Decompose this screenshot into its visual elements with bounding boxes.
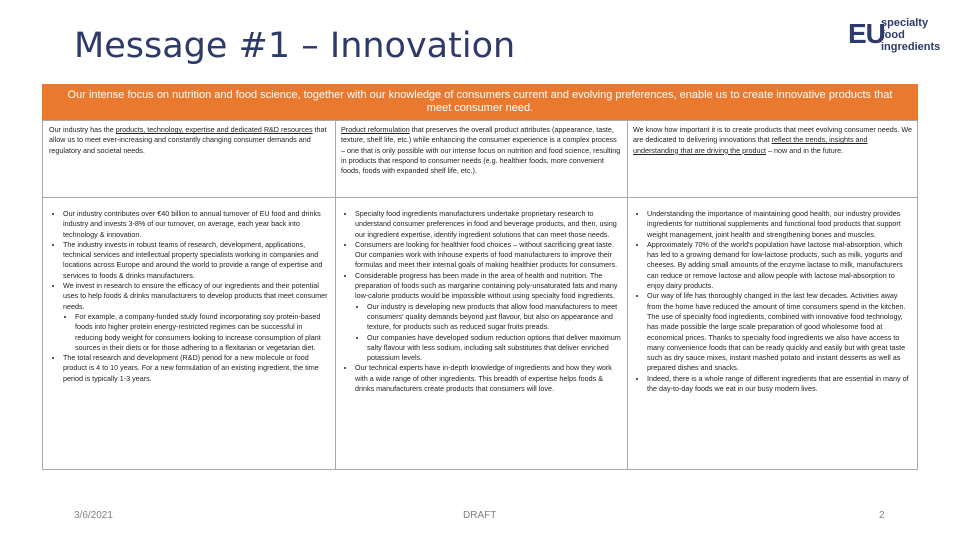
bullets-cell-1 bbox=[43, 205, 335, 471]
intro-cell-3: We know how important it is to create products that meet evolving consumer needs. We are dedicated to delivering innovations that reflect the trends, insights and understanding that are driving the product – now and in the future. bbox=[633, 125, 912, 155]
key-message-banner: Our intense focus on nutrition and food science, together with our knowledge of consumers current and evolving preferences, enable us to create innovative products that meet consumer need. bbox=[42, 84, 918, 120]
list-item: • The industry invests in robust teams of research, development, applications, technical services and intellectual property specialists working in companies and locations across Europe and around the world to provide a range of expertise and services to foods & drinks manufacturers. bbox=[63, 240, 329, 281]
list-item: • Indeed, there is a whole range of different ingredients that are essential in many of the day-to-day foods we eat in our busy modern lives. bbox=[647, 374, 913, 395]
list-item: • Our companies have developed sodium reduction options that deliver maximum salty flavour with less sodium, including salt substitutes that deliver enriched potassium levels. bbox=[367, 333, 621, 364]
page-title: Message #1 – Innovation bbox=[74, 26, 516, 66]
page-number: 2 bbox=[879, 510, 885, 521]
bullets-cell-3 bbox=[627, 205, 919, 471]
content-table bbox=[42, 120, 918, 470]
footer-date: 3/6/2021 bbox=[74, 510, 113, 521]
intro-cell-1: Our industry has the products, technology, expertise and dedicated R&D resources that allow us to meet ever-increasing and constantly changing consumer demands and regulatory and societal needs. bbox=[49, 125, 327, 155]
list-item: • Our technical experts have in-depth knowledge of ingredients and how they work with a wide range of other ingredients. This breadth of expertise helps foods & drinks manufacturers create products that consumers will love. bbox=[355, 363, 621, 394]
list-item: • Understanding the importance of maintaining good health, our industry provides ingredients for nutritional supplements and functional food products that support weight management, joint health and strengthening bones and muscles. bbox=[647, 209, 913, 240]
list-item: • Consumers are looking for healthier food choices – without sacrificing great taste. Our companies work with inhouse experts of food manufacturers to improve their formulas and meet their internal goals of making healthier products for consumers. bbox=[355, 240, 621, 271]
list-item: • Our way of life has thoroughly changed in the last few decades. Activities away from the home have reduced the amount of time consumers spend in the kitchen. The use of specialty food ingredients, combined with innovative food technology, has made possible the large scale preparation of good wholesome food at economical prices. Thanks to specialty food ingredients we also have access to many convenience foods that can be ready quickly and easily but with great taste such as dry sauce mixes, instant mashed potato and instant desserts as well as prepared dishes and snacks. bbox=[647, 291, 913, 373]
list-item: • Approximately 70% of the world's population have lactose mal-absorption, which has led to a growing demand for low-lactose products, such as milk, yogurts and cheeses. By adding small amounts of the enzyme lactase to milk, manufacturers can reduce or remove lactose and allow people with lactose mal-absorption to enjoy dairy products. bbox=[647, 240, 913, 291]
logo-words: specialty food ingredients bbox=[881, 17, 941, 53]
intro-cell-2: Product reformulation that preserves the overall product attributes (appearance, taste, texture, shelf life, etc.) while enhancing the consumer experience is a complex process – one that is only possible with our intense focus on nutrition and food science, resulting in products that respond to consumer needs (e.g. healthier foods, more convenient foods, foods with expanded shelf life, etc.). bbox=[341, 125, 621, 176]
bullets-cell-2 bbox=[335, 205, 627, 471]
eu-specialty-food-ingredients-logo bbox=[848, 14, 948, 58]
list-item: • For example, a company-funded study found incorporating soy protein-based foods into higher protein energy-restricted regimes can be successful in reducing body weight for consumers looking to increase consumption of plant sources in their diets or for those adhering to a flexitarian or vegetarian diet. bbox=[75, 312, 329, 353]
list-item: • Our industry contributes over €40 billion to annual turnover of EU food and drinks industry and invests 3-8% of our turnover, on average, each year back into technology & innovation. bbox=[63, 209, 329, 240]
list-item: • The total research and development (R&D) period for a new molecule or food product is 4 to 10 years. For a new formulation of an existing ingredient, the time period is typically 1-3 years. bbox=[63, 353, 329, 384]
list-item: • Specialty food ingredients manufacturers undertake proprietary research to understand consumer preferences in food and beverage products, and then, using our ingredient expertise, identify ingredient solutions that can meet those needs. bbox=[355, 209, 621, 240]
list-item: • We invest in research to ensure the efficacy of our ingredients and their potential uses to help foods & drinks manufacturers to develop products that meet consumer needs. • For example, a company-funded study found incorporating soy protein-based foods into higher protein energy-restricted regimes can be successful in reducing body weight for consumers looking to increase consumption of plant sources in their diets or for those adhering to a flexitarian or vegetarian diet. bbox=[63, 281, 329, 353]
list-item: • Considerable progress has been made in the area of health and nutrition. The preparation of foods such as margarine containing poly-unsaturated fats and many low-calorie products would be impossible without using specialty food ingredients. • Our industry is developing new products that allow food manufacturers to meet consumers' quality demands beyond just flavour, but also on appearance and texture, for products such as reduced sugar fruits preads. • Our companies have developed sodium reduction options that deliver maximum salty flavour with less sodium, including salt substitutes that deliver enriched potassium levels. bbox=[355, 271, 621, 364]
logo-mark: EU bbox=[848, 18, 885, 49]
list-item: • Our industry is developing new products that allow food manufacturers to meet consumers' quality demands beyond just flavour, but also on appearance and texture, for products such as reduced sugar fruits preads. bbox=[367, 302, 621, 333]
footer-status: DRAFT bbox=[463, 510, 497, 521]
